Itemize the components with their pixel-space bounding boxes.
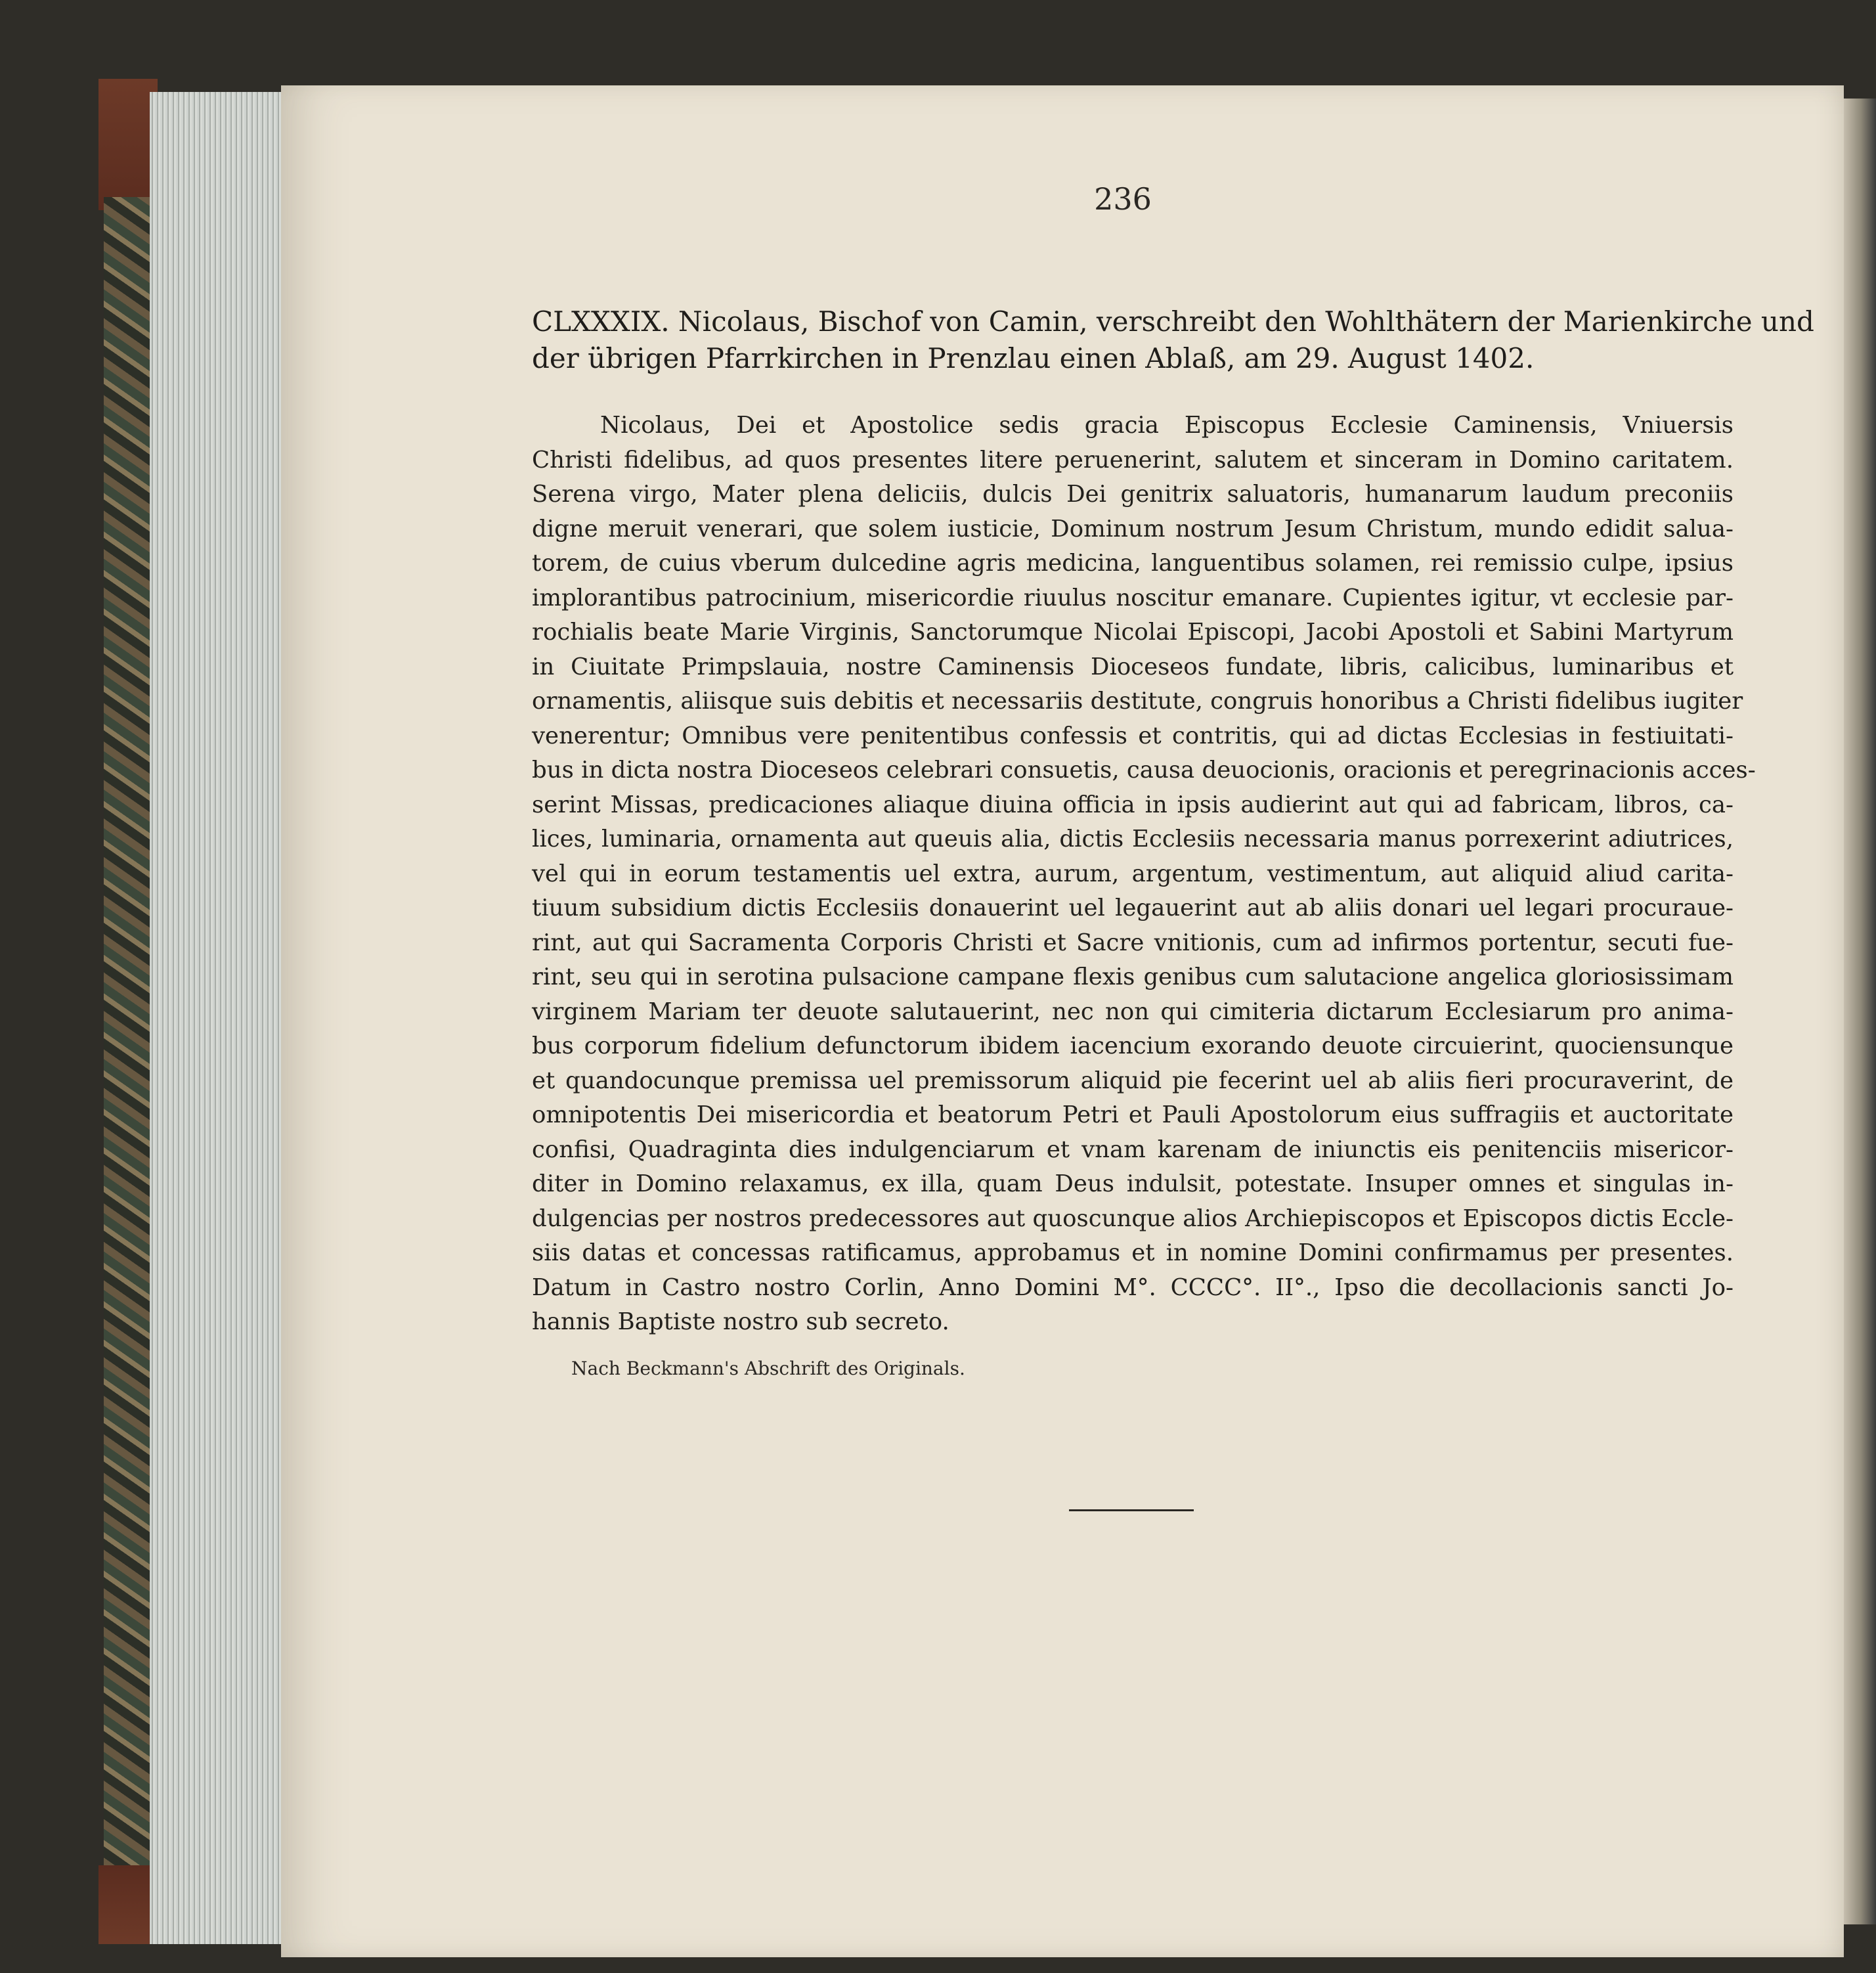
body-line: dulgencias per nostros predecessores aut quoscunque alios Archiepiscopos et Episcopos dictis Eccle- [532, 1205, 1734, 1232]
page-stack-edges [150, 92, 281, 1944]
body-line: Serena virgo, Mater plena deliciis, dulcis Dei genitrix saluatoris, humanarum laudum preconiis [532, 481, 1734, 508]
body-line: rochialis beate Marie Virginis, Sanctorumque Nicolai Episcopi, Jacobi Apostoli et Sabini Martyrum [532, 619, 1734, 646]
book-spine-leather-top [98, 79, 158, 210]
body-line: digne meruit venerari, que solem iusticie, Dominum nostrum Jesum Christum, mundo edidit salua- [532, 515, 1734, 543]
heading-line-2: der übrigen Pfarrkirchen in Prenzlau einen Ablaß, am 29. August 1402. [532, 342, 1535, 374]
body-line: implorantibus patrocinium, misericordie riuulus noscitur emanare. Cupientes igitur, vt ecclesie par- [532, 584, 1734, 611]
body-line: vel qui in eorum testamentis uel extra, aurum, argentum, vestimentum, aut aliquid aliud carita- [532, 860, 1734, 887]
body-line: rint, seu qui in serotina pulsacione campane flexis genibus cum salutacione angelica gloriosissimam [532, 964, 1734, 990]
page-number: 236 [1094, 181, 1152, 217]
body-line: Christi fidelibus, ad quos presentes litere peruenerint, salutem et sinceram in Domino caritatem. [532, 446, 1734, 474]
body-line: omnipotentis Dei misericordia et beatorum Petri et Pauli Apostolorum eius suffragiis et auctoritate [532, 1101, 1734, 1128]
body-line: ornamentis, aliisque suis debitis et necessariis destitute, congruis honoribus a Christi fidelibus iugiter [532, 688, 1743, 715]
body-line: Datum in Castro nostro Corlin, Anno Domini M°. CCCC°. II°., Ipso die decollacionis sancti Jo- [532, 1274, 1734, 1301]
body-line: Nicolaus, Dei et Apostolice sedis gracia Episcopus Ecclesie Caminensis, Vniuersis [600, 412, 1734, 439]
body-line: hannis Baptiste nostro sub secreto. [532, 1308, 949, 1335]
body-line: bus corporum fidelium defunctorum ibidem iacencium exorando deuote circuierint, quociensunque [532, 1032, 1734, 1059]
body-line: diter in Domino relaxamus, ex illa, quam Deus indulsit, potestate. Insuper omnes et singulas in- [532, 1170, 1734, 1197]
body-line: torem, de cuius vberum dulcedine agris medicina, languentibus solamen, rei remissio culpe, ipsius [532, 550, 1734, 577]
body-line: serint Missas, predicaciones aliaque diuina officia in ipsis audierint aut qui ad fabricam, libros, ca- [532, 791, 1734, 818]
body-line: et quandocunque premissa uel premissorum aliquid pie fecerint uel ab aliis fieri procuraverint, de [532, 1067, 1734, 1094]
document-heading [532, 303, 1814, 377]
body-line: bus in dicta nostra Dioceseos celebrari consuetis, causa deuocionis, oracionis et peregrinacionis acces- [532, 757, 1756, 784]
body-line: confisi, Quadraginta dies indulgenciarum et vnam karenam de iniunctis eis penitenciis misericor- [532, 1136, 1734, 1163]
body-line: tiuum subsidium dictis Ecclesiis donauerint uel legauerint aut ab aliis donari uel legari procuraue- [532, 895, 1734, 921]
body-line: lices, luminaria, ornamenta aut queuis alia, dictis Ecclesiis necessaria manus porrexerint adiutrices, [532, 826, 1734, 853]
document-body [532, 409, 1756, 1340]
body-line: venerentur; Omnibus vere penitentibus confessis et contritis, qui ad dictas Ecclesias in festiuitati- [532, 722, 1734, 749]
body-line: siis datas et concessas ratificamus, approbamus et in nomine Domini confirmamus per presentes. [532, 1239, 1734, 1266]
body-line: rint, aut qui Sacramenta Corporis Christi et Sacre vnitionis, cum ad infirmos portentur, secuti fue- [532, 929, 1734, 956]
body-line: virginem Mariam ter deuote salutauerint, nec non qui cimiteria dictarum Ecclesiarum pro anima- [532, 998, 1734, 1025]
marbled-cover-edge [104, 197, 150, 1878]
body-line: in Ciuitate Primpslauia, nostre Caminensis Dioceseos fundate, libris, calicibus, luminaribus et [532, 653, 1734, 680]
facing-page-edge [1839, 99, 1876, 1924]
section-divider-rule [1069, 1509, 1194, 1511]
book-spine-leather-bottom [98, 1865, 158, 1944]
source-note: Nach Beckmann's Abschrift des Originals. [571, 1358, 965, 1379]
heading-line-1: CLXXXIX. Nicolaus, Bischof von Camin, verschreibt den Wohlthätern der Marienkirche und [532, 305, 1814, 338]
